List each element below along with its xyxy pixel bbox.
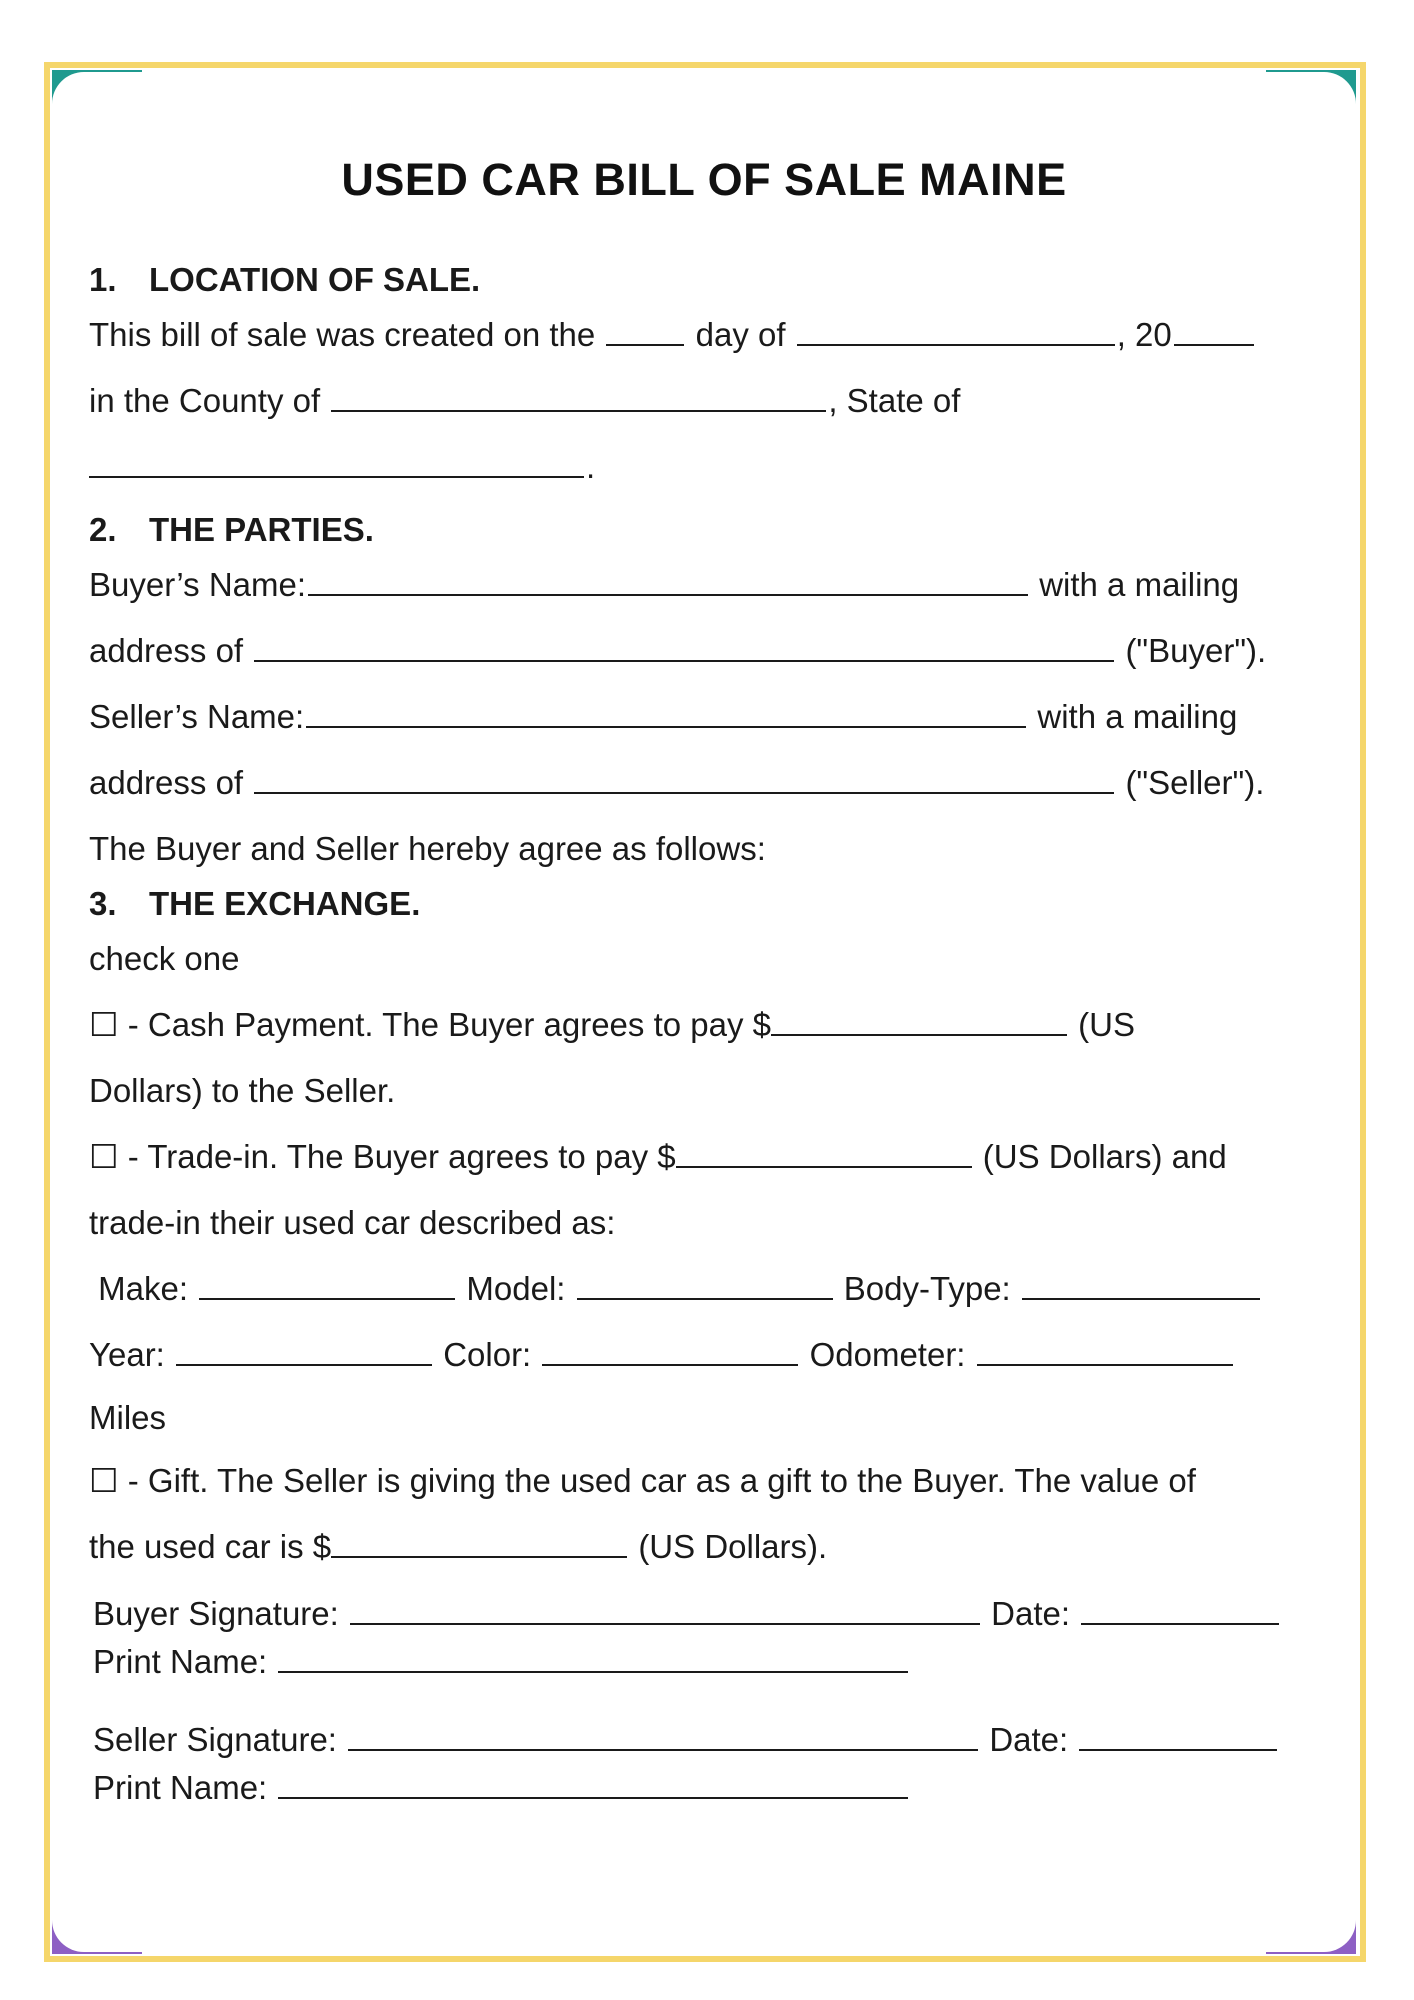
- gift-checkbox[interactable]: ☐: [89, 1462, 119, 1499]
- buyer-address-field[interactable]: [254, 632, 1114, 662]
- buyer-date-field[interactable]: [1081, 1595, 1279, 1625]
- seller-print-name-line: [93, 1764, 1319, 1812]
- seller-name-label: Seller’s Name:: [89, 698, 305, 735]
- buyer-name-line: [89, 552, 1319, 618]
- mailing-text: with a mailing: [1039, 566, 1240, 603]
- trade-amount-field[interactable]: [676, 1138, 972, 1168]
- cash-line-2: Dollars) to the Seller.: [89, 1072, 396, 1109]
- document-content: [89, 140, 1319, 1812]
- seller-date-field[interactable]: [1079, 1721, 1277, 1751]
- section-number: 1.: [89, 261, 117, 298]
- buyer-date-label: Date:: [991, 1595, 1071, 1632]
- buyer-print-name-field[interactable]: [278, 1643, 908, 1673]
- county-line: [89, 368, 1319, 434]
- gift-text: - Gift. The Seller is giving the used car as a gift to the Buyer. The value of: [127, 1462, 1196, 1499]
- seller-signature-label: Seller Signature:: [93, 1721, 337, 1758]
- seller-address-field[interactable]: [254, 764, 1114, 794]
- odometer-field[interactable]: [977, 1336, 1233, 1366]
- color-field[interactable]: [542, 1336, 798, 1366]
- seller-date-label: Date:: [989, 1721, 1069, 1758]
- section-heading-exchange: [89, 882, 1319, 926]
- buyer-signature-block: [93, 1590, 1319, 1686]
- gift-option-line-2: [89, 1514, 1319, 1580]
- county-field[interactable]: [331, 382, 826, 412]
- check-one-line: [89, 926, 1319, 992]
- period-text: .: [586, 448, 596, 485]
- odometer-label: Odometer:: [809, 1336, 966, 1373]
- seller-name-line: [89, 684, 1319, 750]
- section-number: 2.: [89, 511, 117, 548]
- seller-name-field[interactable]: [306, 698, 1026, 728]
- section-title: THE EXCHANGE.: [149, 885, 421, 922]
- day-field[interactable]: [606, 316, 684, 346]
- buyer-name-field[interactable]: [308, 566, 1028, 596]
- buyer-signature-line: [93, 1590, 1319, 1638]
- color-label: Color:: [443, 1336, 532, 1373]
- year-prefix-text: , 20: [1116, 316, 1172, 353]
- buyer-suffix: ("Buyer").: [1125, 632, 1267, 669]
- section-number: 3.: [89, 885, 117, 922]
- trade-text: - Trade-in. The Buyer agrees to pay $: [127, 1138, 676, 1175]
- seller-print-name-label: Print Name:: [93, 1769, 268, 1806]
- day-of-text: day of: [695, 316, 786, 353]
- gift-value-field[interactable]: [331, 1528, 627, 1558]
- section-heading-location: [89, 258, 1319, 302]
- seller-signature-line: [93, 1716, 1319, 1764]
- gift-option-line: [89, 1448, 1319, 1514]
- state-line: [89, 434, 1319, 500]
- cash-option-line: [89, 992, 1319, 1058]
- section-title: LOCATION OF SALE.: [149, 261, 481, 298]
- gift-suffix: (US Dollars).: [638, 1528, 828, 1565]
- seller-signature-block: [93, 1716, 1319, 1812]
- county-label: in the County of: [89, 382, 321, 419]
- vehicle-year-field[interactable]: [176, 1336, 432, 1366]
- seller-signature-field[interactable]: [348, 1721, 978, 1751]
- buyer-address-line: [89, 618, 1319, 684]
- state-label: , State of: [828, 382, 961, 419]
- buyer-name-label: Buyer’s Name:: [89, 566, 307, 603]
- address-of-label: address of: [89, 764, 244, 801]
- month-field[interactable]: [797, 316, 1115, 346]
- trade-checkbox[interactable]: ☐: [89, 1138, 119, 1175]
- trade-option-line-2: [89, 1190, 1319, 1256]
- year-label: Year:: [89, 1336, 165, 1373]
- created-date-line: [89, 302, 1319, 368]
- make-field[interactable]: [199, 1270, 455, 1300]
- buyer-signature-label: Buyer Signature:: [93, 1595, 339, 1632]
- trade-option-line: [89, 1124, 1319, 1190]
- cash-amount-field[interactable]: [771, 1006, 1067, 1036]
- year-field[interactable]: [1174, 316, 1254, 346]
- trade-suffix: (US Dollars) and: [982, 1138, 1227, 1175]
- miles-line: [89, 1388, 1319, 1448]
- cash-option-line-2: [89, 1058, 1319, 1124]
- miles-text: Miles: [89, 1399, 167, 1436]
- seller-suffix: ("Seller").: [1125, 764, 1265, 801]
- model-label: Model:: [466, 1270, 566, 1307]
- model-field[interactable]: [577, 1270, 833, 1300]
- state-field[interactable]: [89, 448, 584, 478]
- make-label: Make:: [98, 1270, 189, 1307]
- body-type-field[interactable]: [1022, 1270, 1260, 1300]
- agreement-text: The Buyer and Seller hereby agree as follows:: [89, 830, 766, 867]
- created-text: This bill of sale was created on the: [89, 316, 596, 353]
- signature-spacer: [89, 1686, 1319, 1716]
- cash-checkbox[interactable]: ☐: [89, 1006, 119, 1043]
- buyer-signature-field[interactable]: [350, 1595, 980, 1625]
- cash-suffix: (US: [1078, 1006, 1136, 1043]
- trade-line-2: trade-in their used car described as:: [89, 1204, 616, 1241]
- gift-line-2: the used car is $: [89, 1528, 332, 1565]
- mailing-text: with a mailing: [1037, 698, 1238, 735]
- body-type-label: Body-Type:: [843, 1270, 1011, 1307]
- address-of-label: address of: [89, 632, 244, 669]
- buyer-print-name-line: [93, 1638, 1319, 1686]
- seller-print-name-field[interactable]: [278, 1769, 908, 1799]
- agreement-line: [89, 816, 1319, 882]
- section-title: THE PARTIES.: [149, 511, 374, 548]
- cash-text: - Cash Payment. The Buyer agrees to pay $: [127, 1006, 771, 1043]
- section-heading-parties: [89, 508, 1319, 552]
- vehicle-details-line-1: [89, 1256, 1319, 1322]
- check-one-text: check one: [89, 940, 240, 977]
- document-title: USED CAR BILL OF SALE MAINE: [341, 154, 1067, 205]
- vehicle-details-line-2: [89, 1322, 1319, 1388]
- seller-address-line: [89, 750, 1319, 816]
- buyer-print-name-label: Print Name:: [93, 1643, 268, 1680]
